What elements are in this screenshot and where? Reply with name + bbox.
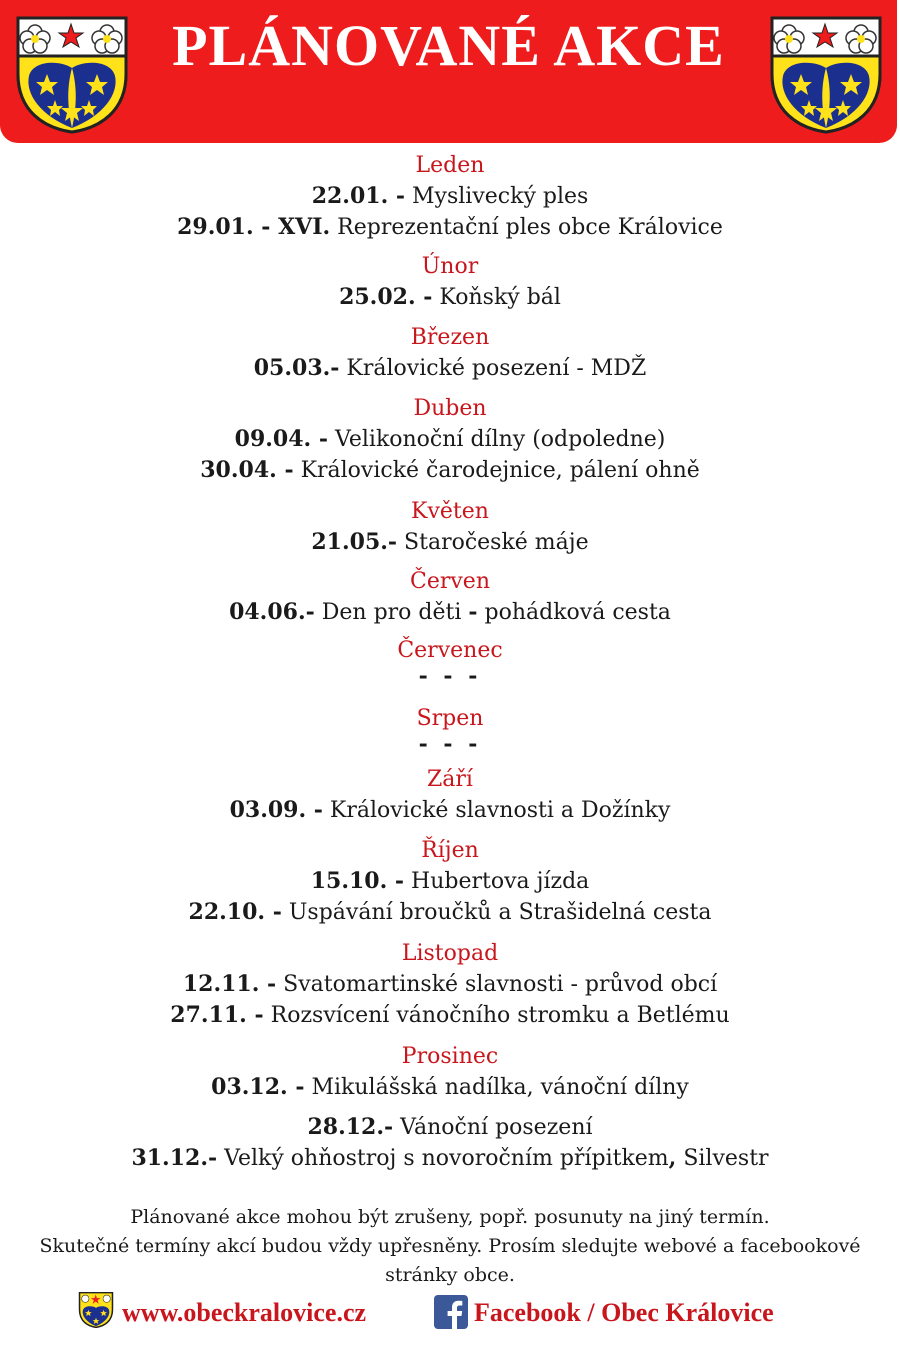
event-item — [0, 866, 900, 897]
month-section — [0, 835, 900, 928]
event-item — [0, 1000, 900, 1031]
facebook-icon[interactable] — [434, 1295, 468, 1329]
month-section — [0, 764, 900, 826]
event-item — [0, 1072, 900, 1103]
event-date: 28.12.- — [307, 1114, 394, 1140]
note-line: stránky obce. — [385, 1264, 515, 1286]
month-section — [0, 566, 900, 628]
footer — [0, 1290, 900, 1330]
month-heading: Červen — [410, 569, 490, 594]
event-text: Velikonoční dílny (odpoledne) — [327, 427, 666, 452]
event-date: 30.04. - — [200, 457, 294, 483]
event-item — [0, 353, 900, 384]
month-section — [0, 635, 900, 689]
month-heading: Září — [427, 767, 473, 792]
event-dash: - — [468, 599, 478, 625]
month-heading: Říjen — [421, 838, 479, 863]
event-item — [0, 181, 900, 212]
month-heading: Březen — [410, 325, 490, 350]
month-heading: Únor — [421, 254, 479, 279]
facebook-link[interactable]: Facebook / Obec Královice — [474, 1298, 774, 1327]
event-item — [0, 897, 900, 928]
coat-of-arms-icon — [769, 16, 883, 134]
month-section — [0, 251, 900, 313]
event-text: Královické posezení - MDŽ — [339, 356, 647, 381]
website-link[interactable]: www.obeckralovice.cz — [122, 1298, 367, 1327]
event-text: Hubertova jízda — [404, 869, 590, 894]
event-text: Myslivecký ples — [405, 184, 589, 209]
month-section — [0, 393, 900, 486]
event-date: 04.06.- — [229, 599, 315, 625]
event-text: Staročeské máje — [397, 530, 589, 555]
event-date: 03.12. - — [211, 1074, 305, 1100]
month-heading: Červenec — [397, 638, 503, 663]
event-text: Svatomartinské slavnosti - průvod obcí — [276, 972, 718, 997]
event-date: 27.11. - — [170, 1002, 264, 1028]
event-text: Koňský bál — [432, 285, 561, 310]
event-item — [0, 527, 900, 558]
event-item — [0, 795, 900, 826]
event-date: 21.05.- — [311, 529, 398, 555]
event-text: Velký ohňostroj s novoročním přípitkem — [217, 1146, 669, 1171]
event-date: 22.10. - — [188, 899, 282, 925]
header-banner — [0, 0, 897, 143]
event-text: Královické čarodejnice, pálení ohně — [293, 458, 700, 483]
month-section — [0, 150, 900, 243]
month-heading: Květen — [411, 499, 489, 524]
month-section — [0, 703, 900, 757]
month-heading: Leden — [415, 153, 485, 178]
event-text: Rozsvícení vánočního stromku a Betlému — [263, 1003, 730, 1028]
note-line: Plánované akce mohou být zrušeny, popř. posunuty na jiný termín. — [130, 1206, 770, 1228]
coat-of-arms-icon — [78, 1292, 114, 1328]
event-text: Vánoční posezení — [393, 1115, 593, 1140]
month-heading: Duben — [413, 396, 487, 421]
event-date: 31.12.- — [131, 1145, 218, 1171]
month-section — [0, 322, 900, 384]
event-text: Uspávání broučků a Strašidelná cesta — [281, 900, 712, 925]
event-text-tail: Silvestr — [676, 1146, 769, 1171]
no-events-placeholder: - - - — [418, 731, 482, 757]
event-item — [0, 1112, 900, 1143]
month-section — [0, 496, 900, 558]
no-events-placeholder: - - - — [418, 663, 482, 689]
event-date: 29.01. - XVI. — [177, 214, 331, 240]
event-item — [0, 597, 900, 628]
event-text: Mikulášská nadílka, vánoční dílny — [304, 1075, 689, 1100]
event-text: Den pro děti — [314, 600, 469, 625]
event-text: Reprezentační ples obce Královice — [330, 215, 723, 240]
event-schedule — [0, 150, 900, 1174]
event-date: 09.04. - — [234, 426, 328, 452]
event-text: Královické slavnosti a Dožínky — [322, 798, 671, 823]
event-item — [0, 1143, 900, 1174]
event-item — [0, 212, 900, 243]
note-line: Skutečné termíny akcí budou vždy upřesněny. Prosím sledujte webové a facebookové — [39, 1235, 861, 1257]
month-heading: Prosinec — [401, 1044, 499, 1069]
event-date: 03.09. - — [229, 797, 323, 823]
event-date: 22.01. - — [311, 183, 406, 209]
month-heading: Listopad — [401, 941, 499, 966]
event-text-tail: pohádková cesta — [477, 600, 671, 625]
event-comma: , — [668, 1145, 677, 1171]
month-section — [0, 938, 900, 1031]
disclaimer-notes — [0, 1203, 900, 1290]
event-item — [0, 424, 900, 455]
event-item — [0, 282, 900, 313]
month-heading: Srpen — [416, 706, 484, 731]
event-date: 15.10. - — [310, 868, 405, 894]
event-date: 12.11. - — [182, 971, 277, 997]
event-item — [0, 969, 900, 1000]
event-item — [0, 455, 900, 486]
event-date: 05.03.- — [253, 355, 340, 381]
page-title: PLÁNOVANÉ AKCE — [172, 13, 725, 78]
month-section — [0, 1041, 900, 1174]
event-date: 25.02. - — [339, 284, 433, 310]
